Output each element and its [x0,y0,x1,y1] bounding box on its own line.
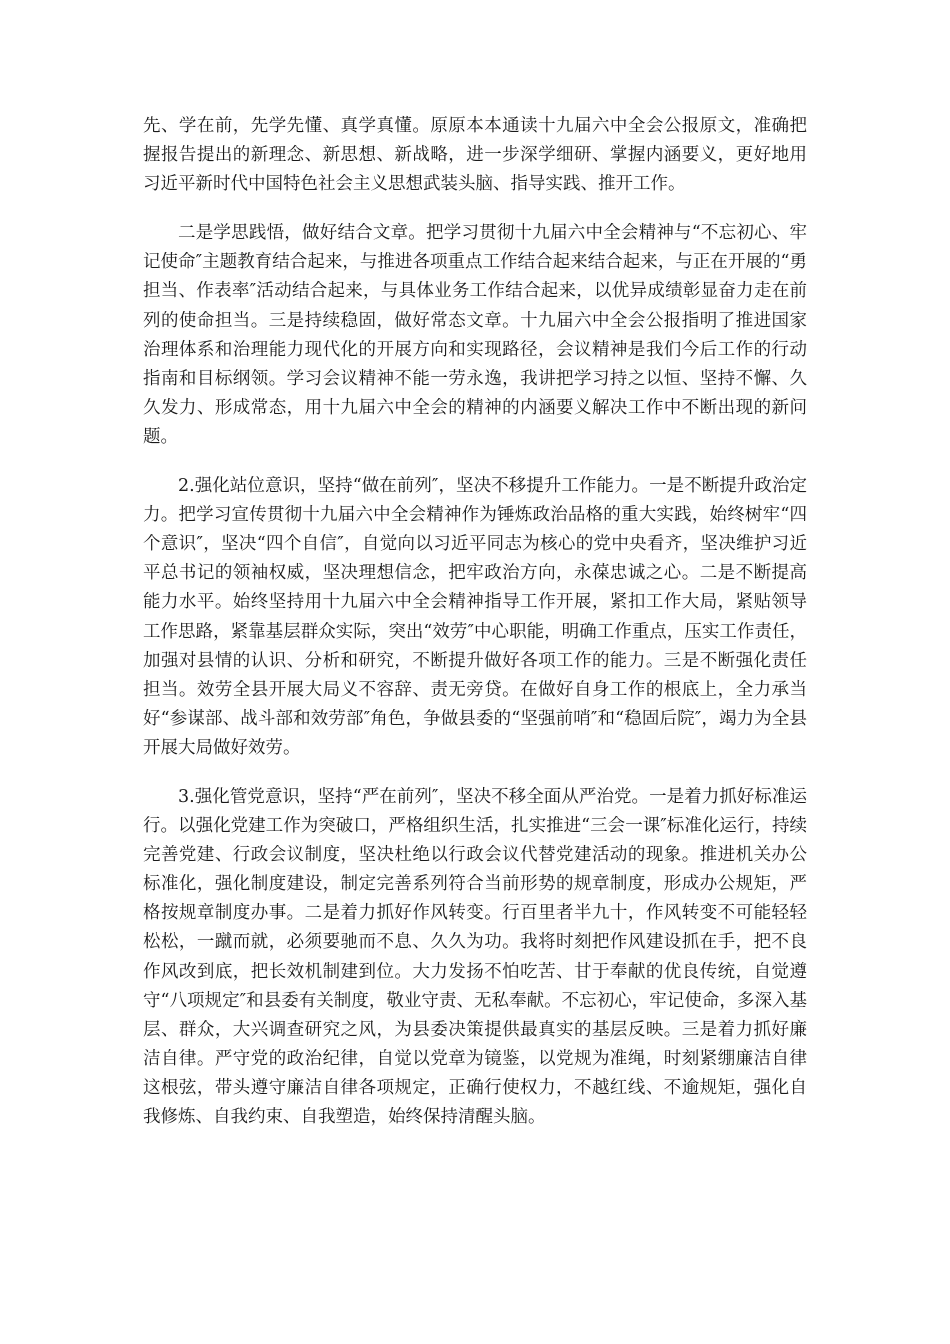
paragraph-continuation: 先、学在前，先学先懂、真学真懂。原原本本通读十九届六中全会公报原文，准确把握报告提出的新理念、新思想、新战略，进一步深学细研、掌握内涵要义，更好地用习近平新时代中国特色社会主义思想武装头脑、指导实践、推开工作。 [143,116,807,195]
paragraph-study-practice: 二是学思践悟，做好结合文章。把学习贯彻十九届六中全会精神与“不忘初心、牢记使命″主题教育结合起来，与推进各项重点工作结合起来结合起来，与正在开展的“勇担当、作表率″活动结合起来，与具体业务工作结合起来，以优异成绩彰显奋力走在前列的使命担当。三是持续稳固，做好常态文章。十九届六中全会公报指明了推进国家治理体系和治理能力现代化的开展方向和实现路径，会议精神是我们今后工作的行动指南和目标纲领。学习会议精神不能一劳永逸，我讲把学习持之以恒、坚持不懈、久久发力、形成常态，用十九届六中全会的精神的内涵要义解决工作中不断出现的新问题。 [143,223,807,447]
paragraph-party-management: 3.强化管党意识，坚持“严在前列″，坚决不移全面从严治党。一是着力抓好标准运行。以强化党建工作为突破口，严格组织生活，扎实推进“三会一课″标准化运行，持续完善党建、行政会议制度，坚决杜绝以行政会议代替党建活动的现象。推进机关办公标准化，强化制度建设，制定完善系列符合当前形势的规章制度，形成办公规矩，严格按规章制度办事。二是着力抓好作风转变。行百里者半九十，作风转变不可能轻轻松松，一蹴而就，必须要驰而不息、久久为功。我将时刻把作风建设抓在手，把不良作风改到底，把长效机制建到位。大力发扬不怕吃苦、甘于奉献的优良传统，自觉遵守“八项规定″和县委有关制度，敬业守责、无私奉献。不忘初心，牢记使命，多深入基层、群众，大兴调查研究之风，为县委决策提供最真实的基层反映。三是着力抓好廉洁自律。严守党的政治纪律，自觉以党章为镜鉴，以党规为准绳，时刻紧绷廉洁自律这根弦，带头遵守廉洁自律各项规定，正确行使权力，不越红线、不逾规矩，强化自我修炼、自我约束、自我塑造，始终保持清醒头脑。 [143,786,807,1127]
document-page [143,112,807,1152]
paragraph-position-awareness: 2.强化站位意识，坚持“做在前列″，坚决不移提升工作能力。一是不断提升政治定力。把学习宣传贯彻十九届六中全会精神作为锤炼政治品格的重大实践，始终树牢“四个意识″，坚决“四个自信″，自觉向以习近平同志为核心的党中央看齐，坚决维护习近平总书记的领袖权威，坚决理想信念，把牢政治方向，永葆忠诚之心。二是不断提高能力水平。始终坚持用十九届六中全会精神指导工作开展，紧扣工作大局，紧贴领导工作思路，紧靠基层群众实际，突出“效劳″中心职能，明确工作重点，压实工作责任，加强对县情的认识、分析和研究，不断提升做好各项工作的能力。三是不断强化责任担当。效劳全县开展大局义不容辞、责无旁贷。在做好自身工作的根底上，全力承当好“参谋部、战斗部和效劳部″角色，争做县委的“坚强前哨″和“稳固后院″，竭力为全县开展大局做好效劳。 [143,476,807,758]
